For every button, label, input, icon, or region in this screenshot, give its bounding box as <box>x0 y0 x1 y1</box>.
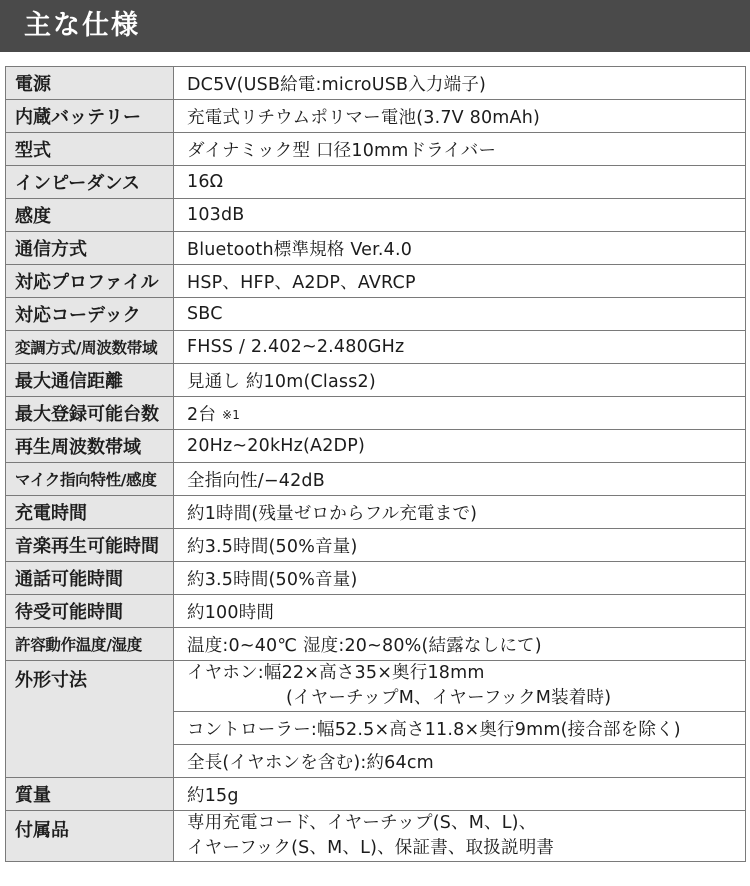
spec-value: ダイナミック型 口径10mmドライバー <box>174 133 746 166</box>
spec-value <box>174 397 746 430</box>
spec-value: 103dB <box>174 199 746 232</box>
table-row <box>6 496 746 529</box>
spec-label: 感度 <box>6 199 174 232</box>
spec-table <box>5 66 746 862</box>
spec-value: Bluetooth標準規格 Ver.4.0 <box>174 232 746 265</box>
accessories-line: 専用充電コード、イヤーチップ(S、M、L)、 <box>187 813 537 833</box>
table-row <box>6 463 746 496</box>
table-row <box>6 100 746 133</box>
spec-value: 充電式リチウムポリマー電池(3.7V 80mAh) <box>174 100 746 133</box>
spec-label: 内蔵バッテリー <box>6 100 174 133</box>
spec-label: マイク指向特性/感度 <box>6 463 174 496</box>
spec-value: SBC <box>174 298 746 331</box>
table-row <box>6 331 746 364</box>
spec-label: 付属品 <box>6 811 174 862</box>
spec-value: 全指向性/−42dB <box>174 463 746 496</box>
spec-label: インピーダンス <box>6 166 174 199</box>
footnote-mark: ※1 <box>222 407 241 422</box>
spec-label: 充電時間 <box>6 496 174 529</box>
spec-value: 16Ω <box>174 166 746 199</box>
table-row <box>6 199 746 232</box>
table-row <box>6 298 746 331</box>
section-header <box>0 0 750 52</box>
table-row <box>6 232 746 265</box>
spec-label: 再生周波数帯域 <box>6 430 174 463</box>
accessories-line: イヤーフック(S、M、L)、保証書、取扱説明書 <box>187 838 555 858</box>
spec-label: 対応プロファイル <box>6 265 174 298</box>
spec-value: DC5V(USB給電:microUSB入力端子) <box>174 67 746 100</box>
spec-label: 許容動作温度/湿度 <box>6 628 174 661</box>
table-row <box>6 595 746 628</box>
total-length: 全長(イヤホンを含む):約64cm <box>174 745 746 778</box>
spec-value: 約3.5時間(50%音量) <box>174 529 746 562</box>
controller-dimensions: コントローラー:幅52.5×高さ11.8×奥行9mm(接合部を除く) <box>174 712 746 745</box>
earphone-dimensions-note: (イヤーチップM、イヤーフックM装着時) <box>286 688 612 708</box>
spec-value <box>174 811 746 862</box>
table-row <box>6 265 746 298</box>
spec-value: 見通し 約10m(Class2) <box>174 364 746 397</box>
spec-label: 通信方式 <box>6 232 174 265</box>
spec-value: 約3.5時間(50%音量) <box>174 562 746 595</box>
table-row <box>6 529 746 562</box>
spec-label: 待受可能時間 <box>6 595 174 628</box>
spec-value <box>174 661 746 712</box>
table-row <box>6 133 746 166</box>
table-row <box>6 778 746 811</box>
spec-label: 通話可能時間 <box>6 562 174 595</box>
spec-label: 外形寸法 <box>6 661 174 778</box>
spec-value: HSP、HFP、A2DP、AVRCP <box>174 265 746 298</box>
spec-value: 約100時間 <box>174 595 746 628</box>
spec-label: 対応コーデック <box>6 298 174 331</box>
spec-value: 20Hz~20kHz(A2DP) <box>174 430 746 463</box>
spec-value: 約15g <box>174 778 746 811</box>
table-row <box>6 811 746 862</box>
spec-label: 最大通信距離 <box>6 364 174 397</box>
spec-label: 質量 <box>6 778 174 811</box>
spec-value: 温度:0~40℃ 湿度:20~80%(結露なしにて) <box>174 628 746 661</box>
earphone-dimensions: イヤホン:幅22×高さ35×奥行18mm <box>187 663 485 683</box>
table-row <box>6 166 746 199</box>
table-row <box>6 562 746 595</box>
spec-label: 音楽再生可能時間 <box>6 529 174 562</box>
section-title: 主な仕様 <box>24 10 140 41</box>
spec-label: 型式 <box>6 133 174 166</box>
spec-value: FHSS / 2.402~2.480GHz <box>174 331 746 364</box>
table-row <box>6 364 746 397</box>
table-row <box>6 661 746 712</box>
table-row <box>6 397 746 430</box>
table-row <box>6 430 746 463</box>
spec-label: 変調方式/周波数帯域 <box>6 331 174 364</box>
table-row <box>6 628 746 661</box>
spec-label: 最大登録可能台数 <box>6 397 174 430</box>
spec-label: 電源 <box>6 67 174 100</box>
spec-value-text: 2台 <box>187 404 217 425</box>
spec-value: 約1時間(残量ゼロからフル充電まで) <box>174 496 746 529</box>
table-row <box>6 67 746 100</box>
